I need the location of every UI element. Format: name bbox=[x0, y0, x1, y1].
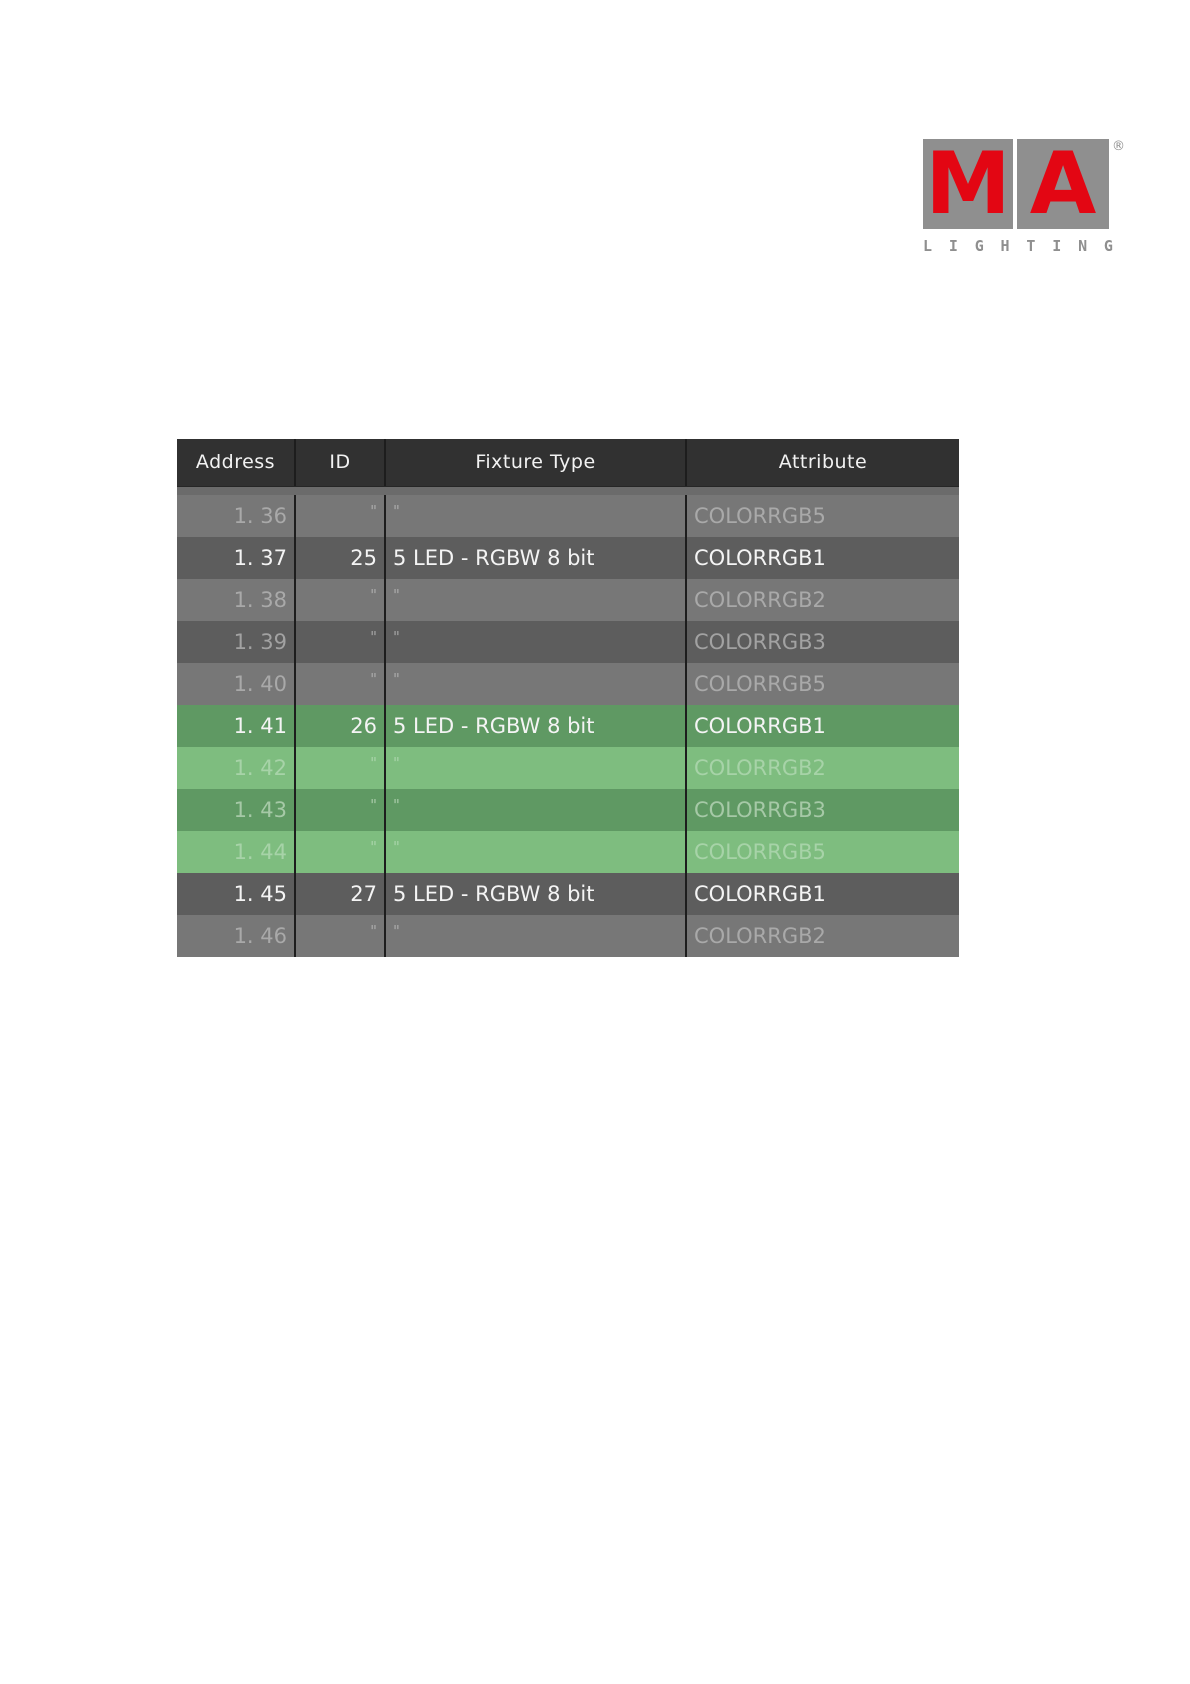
cell-fixture-type: " bbox=[386, 495, 687, 537]
logo-letter-a: A bbox=[1017, 139, 1109, 229]
cell-attribute: COLORRGB3 bbox=[694, 630, 826, 654]
patch-table bbox=[177, 439, 959, 957]
cell-address: 1. 39 bbox=[177, 621, 296, 663]
header-attribute[interactable]: Attribute bbox=[778, 451, 868, 473]
table-row[interactable] bbox=[177, 495, 959, 537]
cell-id: 27 bbox=[296, 873, 386, 915]
cell-attribute: COLORRGB1 bbox=[694, 882, 826, 906]
cell-attribute: COLORRGB3 bbox=[694, 798, 826, 822]
table-row[interactable] bbox=[177, 621, 959, 663]
cell-fixture-type: " bbox=[386, 621, 687, 663]
header-id[interactable]: ID bbox=[296, 439, 386, 486]
table-row[interactable] bbox=[177, 663, 959, 705]
table-row[interactable] bbox=[177, 789, 959, 831]
cell-attribute: COLORRGB1 bbox=[694, 546, 826, 570]
cell-id: " bbox=[296, 789, 386, 831]
cell-fixture-type: 5 LED - RGBW 8 bit bbox=[386, 537, 687, 579]
cell-id: " bbox=[296, 663, 386, 705]
cell-attribute: COLORRGB5 bbox=[694, 504, 826, 528]
cell-address: 1. 38 bbox=[177, 579, 296, 621]
cell-id: 25 bbox=[296, 537, 386, 579]
scroll-top-strip bbox=[177, 487, 959, 495]
cell-fixture-type: " bbox=[386, 663, 687, 705]
cell-fixture-type: " bbox=[386, 579, 687, 621]
logo-subtitle-letter: T bbox=[1026, 237, 1036, 255]
cell-address: 1. 44 bbox=[177, 831, 296, 873]
cell-id: " bbox=[296, 915, 386, 957]
logo-subtitle-letter: G bbox=[974, 237, 984, 255]
cell-id: " bbox=[296, 747, 386, 789]
table-row[interactable] bbox=[177, 705, 959, 747]
table-row[interactable] bbox=[177, 873, 959, 915]
cell-attribute: COLORRGB2 bbox=[694, 588, 826, 612]
table-header bbox=[177, 439, 959, 487]
cell-address: 1. 40 bbox=[177, 663, 296, 705]
cell-address: 1. 43 bbox=[177, 789, 296, 831]
logo-subtitle-letter: I bbox=[948, 237, 958, 255]
cell-address: 1. 46 bbox=[177, 915, 296, 957]
ma-lighting-logo bbox=[923, 134, 1126, 257]
logo-letter-m: M bbox=[923, 139, 1013, 229]
cell-address: 1. 37 bbox=[177, 537, 296, 579]
table-row[interactable] bbox=[177, 537, 959, 579]
table-row[interactable] bbox=[177, 747, 959, 789]
logo-subtitle-letter: L bbox=[923, 237, 933, 255]
cell-id: " bbox=[296, 831, 386, 873]
cell-fixture-type: " bbox=[386, 831, 687, 873]
cell-id: " bbox=[296, 579, 386, 621]
logo-subtitle-letter: H bbox=[1000, 237, 1010, 255]
header-address[interactable]: Address bbox=[177, 439, 296, 486]
logo-subtitle-letter: I bbox=[1052, 237, 1062, 255]
logo-subtitle-letter: G bbox=[1103, 237, 1113, 255]
header-fixture-type[interactable]: Fixture Type bbox=[386, 439, 687, 486]
cell-fixture-type: 5 LED - RGBW 8 bit bbox=[386, 705, 687, 747]
cell-attribute: COLORRGB5 bbox=[694, 672, 826, 696]
cell-attribute: COLORRGB5 bbox=[694, 840, 826, 864]
cell-fixture-type: " bbox=[386, 747, 687, 789]
cell-id: " bbox=[296, 495, 386, 537]
cell-attribute: COLORRGB2 bbox=[694, 924, 826, 948]
cell-address: 1. 41 bbox=[177, 705, 296, 747]
cell-address: 1. 45 bbox=[177, 873, 296, 915]
registered-mark: ® bbox=[1112, 139, 1125, 154]
logo-subtitle-letter: N bbox=[1078, 237, 1088, 255]
cell-fixture-type: 5 LED - RGBW 8 bit bbox=[386, 873, 687, 915]
table-row[interactable] bbox=[177, 579, 959, 621]
cell-address: 1. 42 bbox=[177, 747, 296, 789]
table-row[interactable] bbox=[177, 915, 959, 957]
logo-subtitle bbox=[923, 237, 1113, 255]
table-body bbox=[177, 495, 959, 957]
table-row[interactable] bbox=[177, 831, 959, 873]
cell-id: 26 bbox=[296, 705, 386, 747]
cell-address: 1. 36 bbox=[177, 495, 296, 537]
cell-attribute: COLORRGB1 bbox=[694, 714, 826, 738]
cell-fixture-type: " bbox=[386, 789, 687, 831]
cell-fixture-type: " bbox=[386, 915, 687, 957]
cell-attribute: COLORRGB2 bbox=[694, 756, 826, 780]
cell-id: " bbox=[296, 621, 386, 663]
